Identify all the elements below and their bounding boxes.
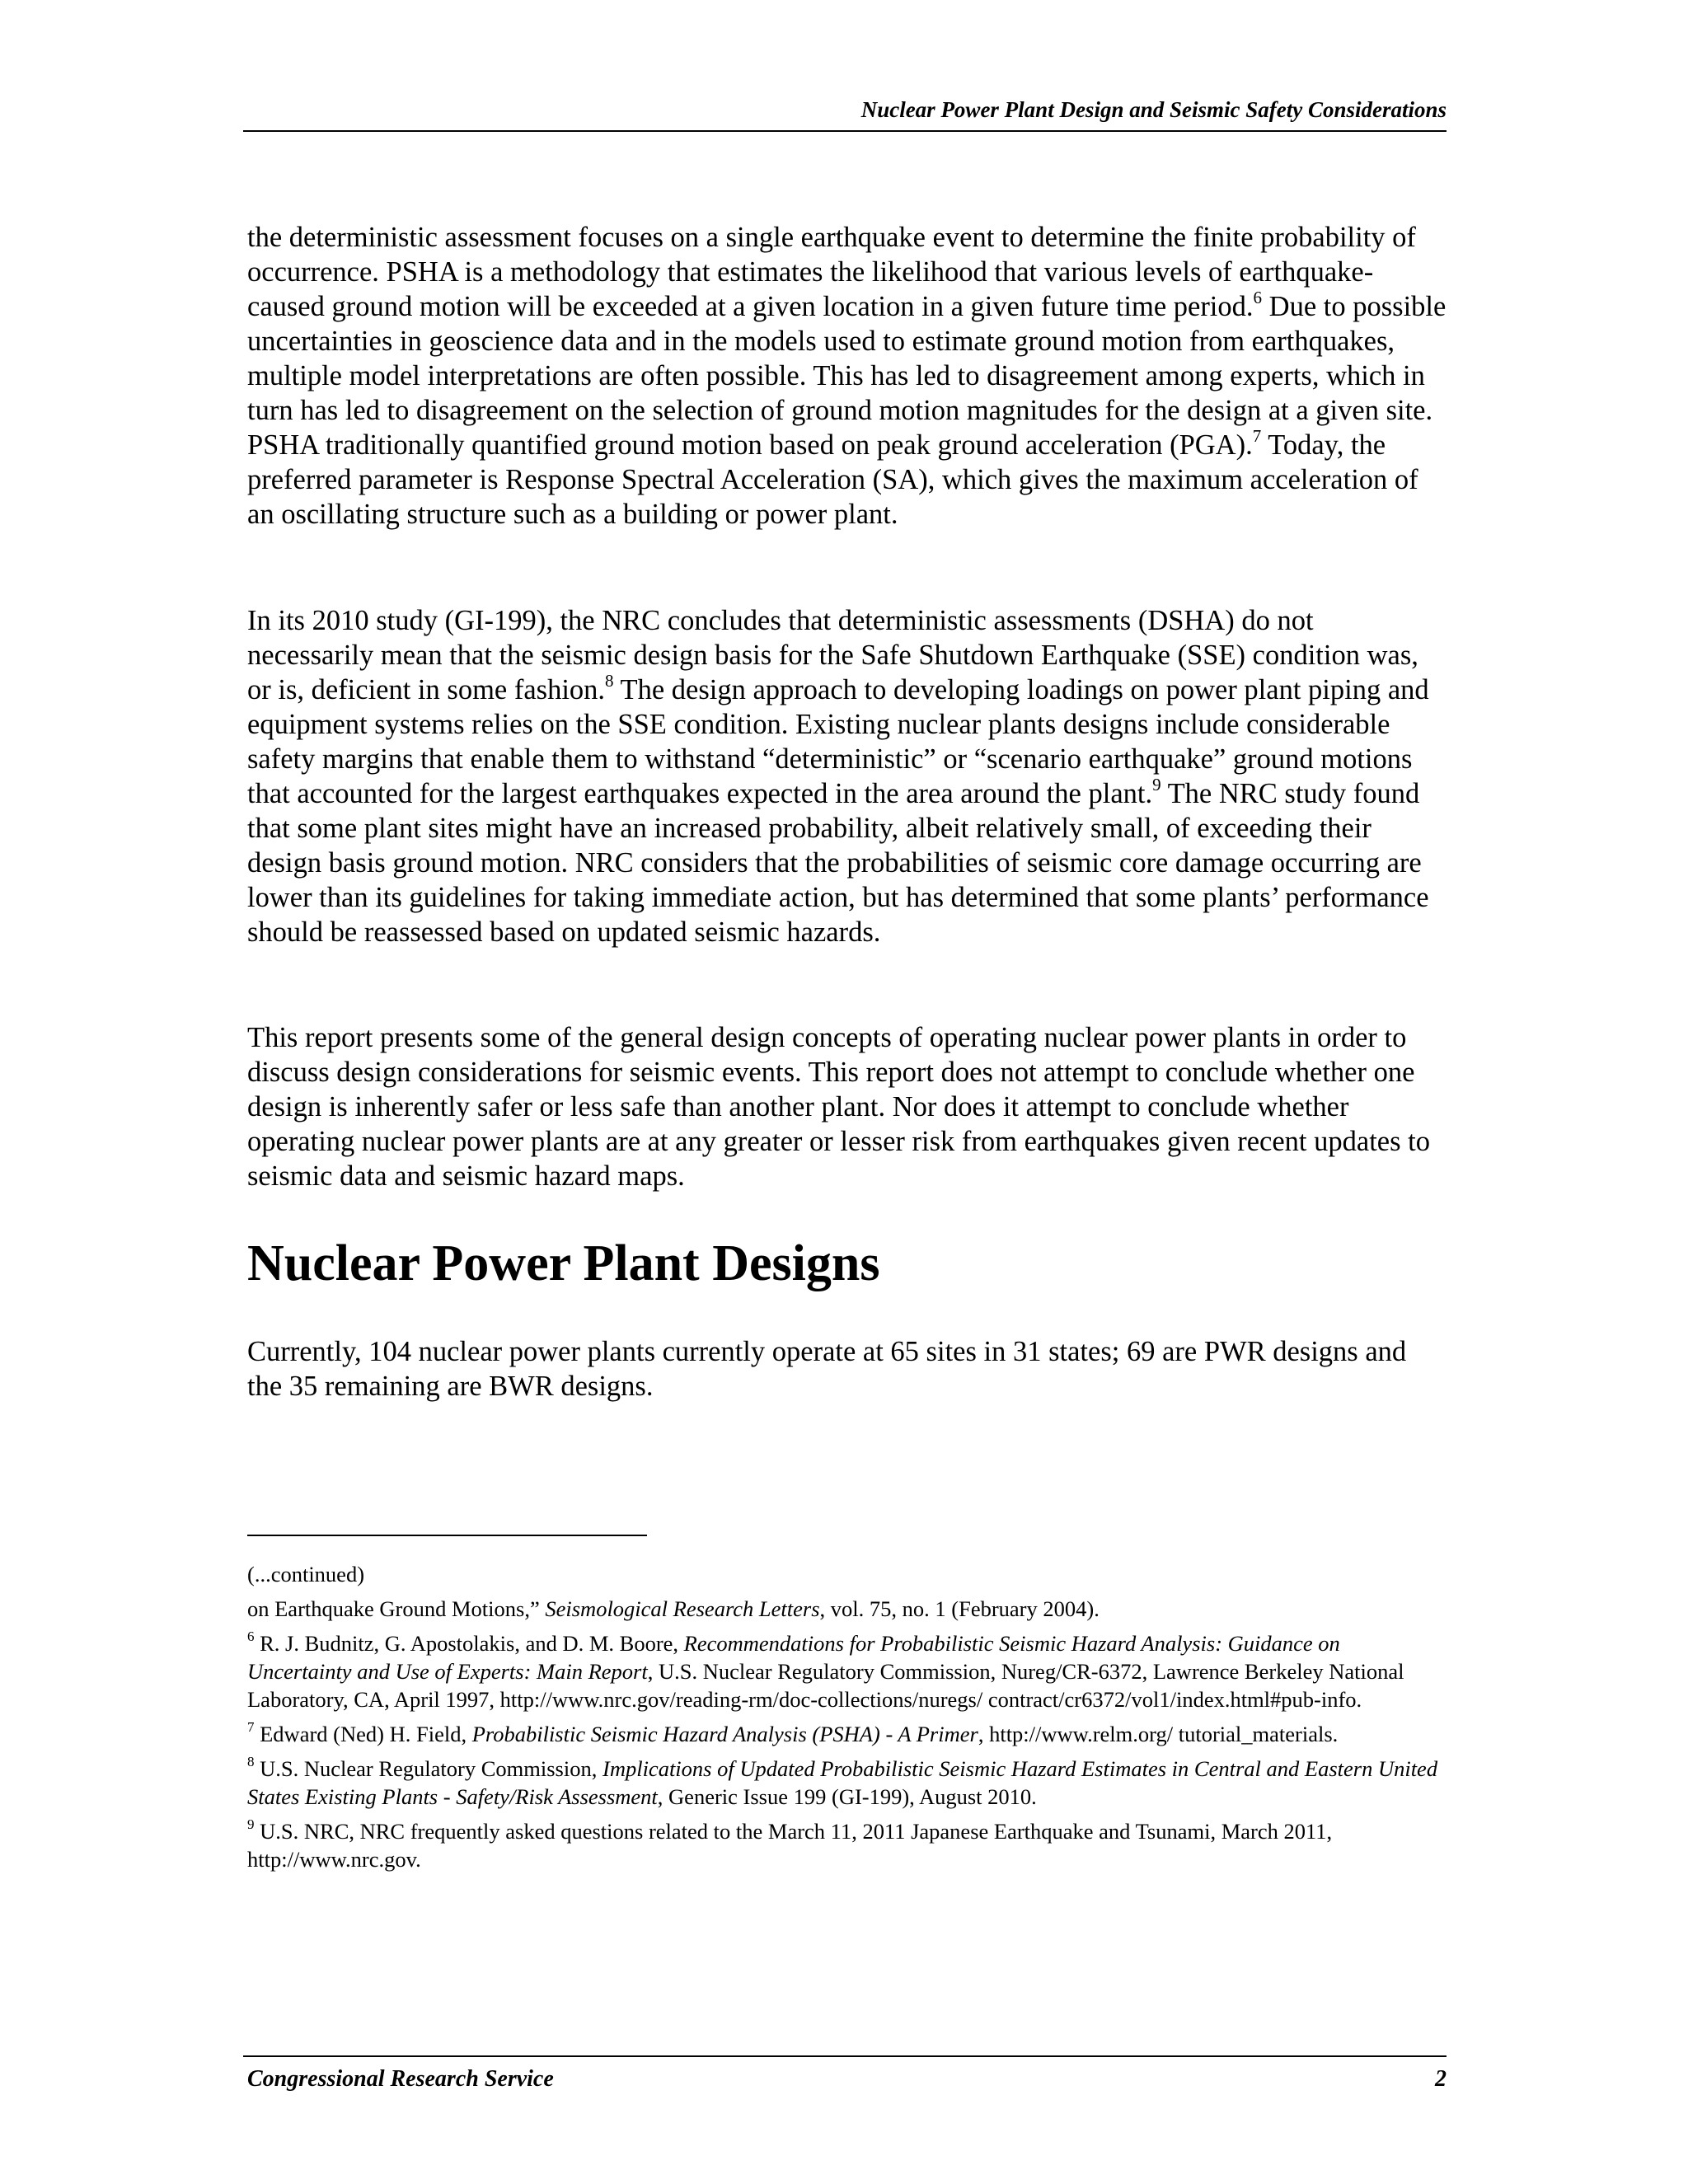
footnote-7: [247, 1720, 1447, 1748]
footnote-ref-9[interactable]: 9: [1152, 774, 1161, 794]
body-paragraph-3: This report presents some of the general design concepts of operating nuclear power plants in order to discuss design considerations for seismic events. This report does not attempt to conclude whether one design is inherently safer or less safe than another plant. Nor does it attempt to conclude whether operating nuclear power plants are at any greater or lesser risk from earthquakes given recent updates to seismic data and seismic hazard maps.: [247, 1022, 1430, 1192]
footnote-continued-pre: on Earthquake Ground Motions,”: [247, 1596, 546, 1621]
footnote-6-post: , U.S. Nuclear Regulatory Commission, Nureg/CR-6372, Lawrence Berkeley National Laboratory, CA, April 1997, http://www.nrc.gov/reading-rm/doc-collections/nuregs/ contract/cr6372/vol1/index.html#pub-info.: [247, 1659, 1404, 1712]
p2-text-b: The design approach to developing loadings on power plant piping and equipment systems relies on the SSE condition. Existing nuclear plants designs include considerable safety margins that enable them to withstand “deterministic” or “scenario earthquake” ground motions that accounted for the largest earthquakes expected in the area around the plant.: [247, 674, 1429, 809]
footnote-7-title: Probabilistic Seismic Hazard Analysis (PSHA) - A Primer: [471, 1722, 978, 1746]
footnote-6: [247, 1629, 1447, 1713]
running-header: Nuclear Power Plant Design and Seismic Safety Considerations: [860, 97, 1447, 122]
body-paragraph-2: [247, 603, 1447, 949]
footer-publisher: Congressional Research Service: [247, 2066, 554, 2092]
p1-text-a: the deterministic assessment focuses on a single earthquake event to determine the finite probability of occurrence. PSHA is a methodology that estimates the likelihood that various levels of earthquake-caused ground motion will be exceeded at a given location in a given future time period.: [247, 222, 1416, 322]
footnote-8-number: 8: [247, 1754, 255, 1770]
body-paragraph-1: [247, 220, 1447, 532]
footnote-8-pre: U.S. Nuclear Regulatory Commission,: [254, 1756, 603, 1781]
footnote-continued: [247, 1595, 1447, 1623]
header-rule: [243, 130, 1447, 132]
footnote-ref-7[interactable]: 7: [1252, 425, 1262, 446]
footnote-ref-6[interactable]: 6: [1253, 287, 1263, 307]
p2-text-a: In its 2010 study (GI-199), the NRC concludes that deterministic assessments (DSHA) do not necessarily mean that the seismic design basis for the Safe Shutdown Earthquake (SSE) condition was, or is, deficient in some fashion.: [247, 605, 1418, 705]
footnote-9-text: U.S. NRC, NRC frequently asked questions related to the March 11, 2011 Japanese Earthquake and Tsunami, March 2011, http://www.nrc.gov.: [247, 1819, 1333, 1872]
section-heading: Nuclear Power Plant Designs: [247, 1235, 880, 1291]
footnote-8-title: Implications of Updated Probabilistic Seismic Hazard Estimates in Central and Eastern United States Existing Plants - Safety/Risk Assessment: [247, 1756, 1438, 1809]
footnote-7-post: , http://www.relm.org/ tutorial_materials.: [978, 1722, 1339, 1746]
footnote-9: [247, 1817, 1447, 1873]
footnote-7-number: 7: [247, 1719, 255, 1736]
footer-rule: [243, 2055, 1447, 2057]
p1-text-b: Due to possible uncertainties in geoscience data and in the models used to estimate ground motion from earthquakes, multiple model interpretations are often possible. This has led to disagreement among experts, which in turn has led to disagreement on the selection of ground motion magnitudes for the design at a given site. PSHA traditionally quantified ground motion based on peak ground acceleration (PGA).: [247, 291, 1447, 461]
footnote-continued-title: Seismological Research Letters: [545, 1596, 820, 1621]
footnote-continued-label: (...continued): [247, 1562, 365, 1586]
footnote-ref-8[interactable]: 8: [605, 670, 614, 691]
footnote-9-number: 9: [247, 1816, 255, 1833]
body-paragraph-4: Currently, 104 nuclear power plants currently operate at 65 sites in 31 states; 69 are PWR designs and the 35 remaining are BWR designs.: [247, 1336, 1407, 1402]
footnote-separator: [247, 1535, 647, 1536]
footnote-6-number: 6: [247, 1629, 255, 1645]
footnotes: [247, 1560, 1447, 1880]
p2-text-c: The NRC study found that some plant sites might have an increased probability, albeit relatively small, of exceeding their design basis ground motion. NRC considers that the probabilities of seismic core damage occurring are lower than its guidelines for taking immediate action, but has determined that some plants’ performance should be reassessed based on updated seismic hazards.: [247, 778, 1429, 948]
p1-text-c: Today, the preferred parameter is Response Spectral Acceleration (SA), which gives the maximum acceleration of an oscillating structure such as a building or power plant.: [247, 429, 1418, 530]
footnote-6-pre: R. J. Budnitz, G. Apostolakis, and D. M. Boore,: [254, 1631, 684, 1656]
footnote-continued-post: , vol. 75, no. 1 (February 2004).: [819, 1596, 1100, 1621]
page-number: 2: [1435, 2066, 1447, 2092]
footnote-7-pre: Edward (Ned) H. Field,: [254, 1722, 472, 1746]
footnote-6-title: Recommendations for Probabilistic Seismic Hazard Analysis: Guidance on Uncertainty and Use of Experts: Main Report: [247, 1631, 1340, 1684]
footnote-8: [247, 1755, 1447, 1811]
footnote-8-post: , Generic Issue 199 (GI-199), August 2010.: [657, 1784, 1037, 1809]
